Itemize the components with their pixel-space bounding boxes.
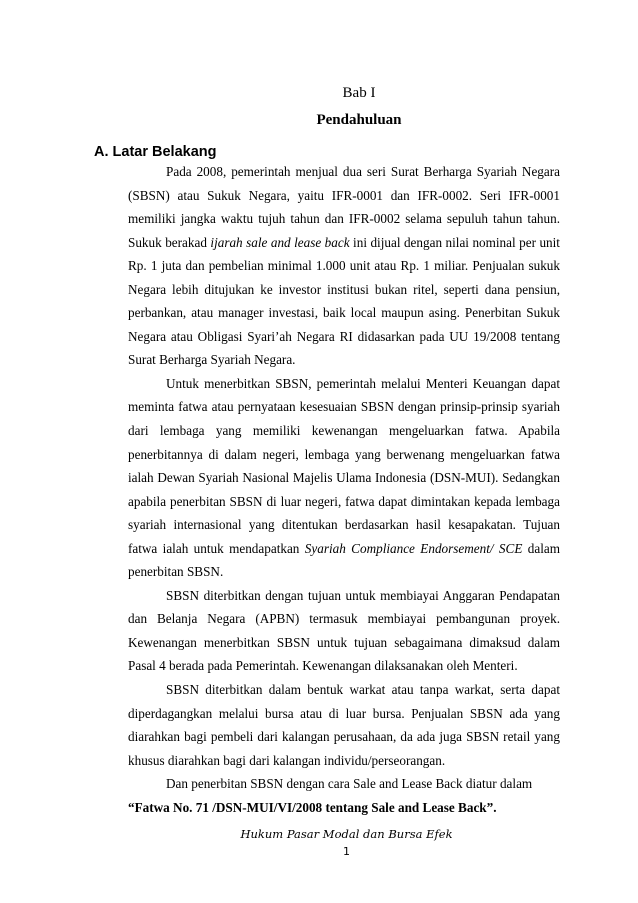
paragraph-4: SBSN diterbitkan dalam bentuk warkat atau tanpa warkat, serta dapat diperdagangkan melalui bursa atau di luar bursa. Penjualan SBSN ada yang diarahkan bagi pembeli dari kalangan perusahaan, da ada juga SBSN retail yang khusus diarahkan bagi dari kalangan individu/perseorangan.: [128, 682, 560, 768]
chapter-number: Bab I: [342, 85, 376, 101]
paragraph-1: [128, 160, 560, 372]
page-number: 1: [343, 845, 350, 858]
body-text: [128, 160, 560, 819]
paragraph-1-italic-term: ijarah sale and lease back: [210, 234, 350, 250]
chapter-title: Pendahuluan: [316, 112, 402, 128]
footer-book-title: Hukum Pasar Modal dan Bursa Efek: [240, 827, 453, 841]
paragraph-1-text-a: Pada 2008, pemerintah menjual dua seri Surat Berharga Syariah Negara (SBSN) atau Sukuk Negara, yaitu IFR-0001 dan IFR-0002. Seri IFR-0001 memiliki jangka waktu tujuh tahun dan IFR-0002 selama sepuluh tahun tahun. Sukuk berakad: [128, 164, 560, 250]
paragraph-1-text-b: ini dijual dengan nilai nominal per unit Rp. 1 juta dan pembelian minimal 1.000 unit atau Rp. 1 miliar. Penjualan sukuk Negara lebih ditujukan ke investor institusi bukan ritel, seperti dana pensiun, perbankan, atau manager investasi, baik local maupun asing. Penerbitan Sukuk Negara atau Obligasi Syari’ah Negara RI didasarkan pada UU 19/2008 tentang Surat Berharga Syariah Negara.: [128, 234, 560, 368]
paragraph-2-text-b: dalam penerbitan SBSN.: [128, 540, 560, 580]
paragraph-3: SBSN diterbitkan dengan tujuan untuk membiayai Anggaran Pendapatan dan Belanja Negara (APBN) termasuk membiayai pembangunan proyek. Kewenangan menerbitkan SBSN untuk tujuan sebagaimana dimaksud dalam Pasal 4 berada pada Pemerintah. Kewenangan dilaksanakan oleh Menteri.: [128, 587, 560, 674]
fatwa-reference: “Fatwa No. 71 /DSN-MUI/VI/2008 tentang Sale and Lease Back”.: [128, 799, 497, 815]
section-heading: A. Latar Belakang: [94, 144, 217, 160]
paragraph-5: Dan penerbitan SBSN dengan cara Sale and Lease Back diatur dalam: [166, 776, 533, 792]
paragraph-2: [128, 372, 560, 584]
paragraph-2-italic-term: Syariah Compliance Endorsement/ SCE: [304, 540, 523, 556]
paragraph-2-text-a: Untuk menerbitkan SBSN, pemerintah melalui Menteri Keuangan dapat meminta fatwa atau pernyataan kesesuaian SBSN dengan prinsip-prinsip syariah dari lembaga yang memiliki kewenangan mengeluarkan fatwa. Apabila penerbitannya di dalam negeri, lembaga yang berwenang mengeluarkan fatwa ialah Dewan Syariah Nasional Majelis Ulama Indonesia (DSN-MUI). Sedangkan apabila penerbitan SBSN di luar negeri, fatwa dapat dimintakan kepada lembaga syariah internasional yang ditentukan berdasarkan hasil kesapakatan. Tujuan fatwa ialah untuk mendapatkan: [128, 375, 560, 556]
